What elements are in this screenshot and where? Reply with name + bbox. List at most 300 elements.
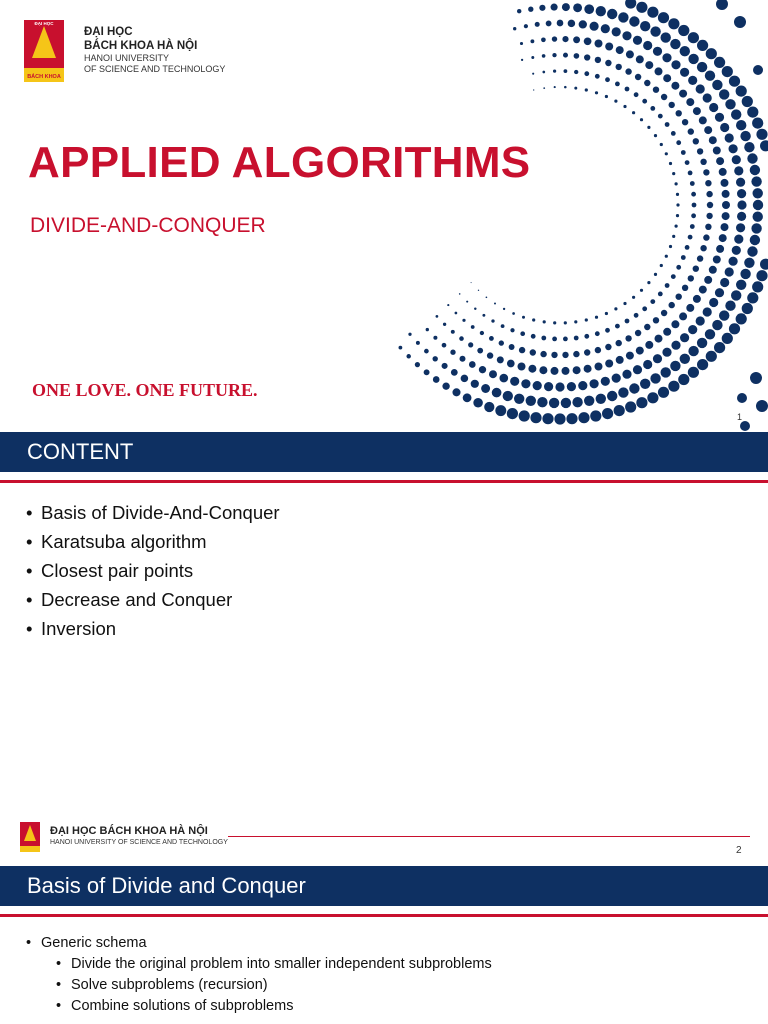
decorative-dot xyxy=(574,336,579,341)
decorative-dot xyxy=(549,398,559,408)
decorative-dot xyxy=(563,53,568,58)
decorative-dot xyxy=(487,352,493,358)
decorative-dot xyxy=(670,39,680,49)
decorative-dot xyxy=(740,269,750,279)
decorative-dot xyxy=(433,376,440,383)
decorative-dot xyxy=(521,379,530,388)
decorative-dot xyxy=(543,320,546,323)
decorative-dot xyxy=(747,153,757,163)
decorative-dot xyxy=(750,235,760,245)
decorative-dot xyxy=(616,46,624,54)
decorative-dot xyxy=(499,340,504,345)
decorative-dot xyxy=(729,323,740,334)
decorative-dot xyxy=(740,131,750,141)
logo-bottom-text: BÁCH KHOA xyxy=(27,74,61,80)
decorative-dot xyxy=(528,7,533,12)
decorative-dot xyxy=(753,200,763,210)
decorative-dot xyxy=(595,347,601,353)
decorative-dot xyxy=(462,319,465,322)
decorative-dot xyxy=(736,313,747,324)
decorative-dot xyxy=(503,391,513,401)
decorative-dot xyxy=(625,319,630,324)
decorative-dot xyxy=(537,397,547,407)
decorative-dot xyxy=(478,290,479,291)
decorative-dot xyxy=(535,22,540,27)
decorative-dot xyxy=(713,147,721,155)
decorative-dot xyxy=(554,86,556,88)
list-item: • Decrease and Conquer xyxy=(26,585,280,614)
decorative-dot xyxy=(700,159,706,165)
decorative-dot xyxy=(574,87,577,90)
decorative-dot xyxy=(553,70,556,73)
decorative-dot xyxy=(704,276,712,284)
decorative-dot xyxy=(693,107,701,115)
decorative-dot xyxy=(675,182,678,185)
decorative-dot xyxy=(700,245,706,251)
decorative-dot xyxy=(614,100,617,103)
decorative-dot xyxy=(709,103,718,112)
decorative-dot xyxy=(731,290,741,300)
decorative-dot xyxy=(691,213,696,218)
decorative-dot xyxy=(706,213,712,219)
decorative-dot xyxy=(585,318,588,321)
decorative-dot xyxy=(729,76,740,87)
decorative-dot xyxy=(736,280,746,290)
decorative-dot xyxy=(734,166,743,175)
decorative-dot xyxy=(653,47,662,56)
decorative-dot xyxy=(633,36,642,45)
decorative-dot xyxy=(503,308,505,310)
decorative-dot xyxy=(561,398,571,408)
decorative-dot xyxy=(542,54,546,58)
decorative-dot xyxy=(584,54,590,60)
decorative-dot xyxy=(595,331,600,336)
decorative-dot xyxy=(596,394,606,404)
basis-slide xyxy=(0,790,768,1024)
decorative-dot xyxy=(541,336,546,341)
decorative-dot xyxy=(693,266,699,272)
decorative-dot xyxy=(679,312,687,320)
decorative-dot xyxy=(519,410,530,421)
decorative-dot xyxy=(607,9,617,19)
decorative-dot xyxy=(685,245,690,250)
decorative-dot xyxy=(682,285,688,291)
decorative-dot xyxy=(693,138,699,144)
decorative-dot xyxy=(686,304,694,312)
decorative-dot xyxy=(539,5,545,11)
decorative-dot xyxy=(573,351,579,357)
decorative-dot xyxy=(605,360,613,368)
decorative-dot xyxy=(715,113,724,122)
decorative-dot xyxy=(719,310,729,320)
decorative-dot xyxy=(584,71,589,76)
decorative-dot xyxy=(469,361,476,368)
decorative-dot xyxy=(655,335,663,343)
decorative-dot xyxy=(676,294,682,300)
decorative-dot xyxy=(501,324,505,328)
decorative-dot xyxy=(663,328,671,336)
decorative-dot xyxy=(640,21,650,31)
decorative-dot xyxy=(665,152,668,155)
decorative-dot xyxy=(669,102,675,108)
decorative-dot xyxy=(481,384,490,393)
decorative-dot xyxy=(489,370,497,378)
decorative-dot xyxy=(595,40,603,48)
decorative-dot xyxy=(644,80,650,86)
decorative-dot xyxy=(671,60,680,69)
decorative-dot xyxy=(672,235,675,238)
university-en-line2: OF SCIENCE AND TECHNOLOGY xyxy=(84,64,226,74)
university-vn-line2: BÁCH KHOA HÀ NỘI xyxy=(84,40,198,52)
decorative-dot xyxy=(721,179,729,187)
decorative-dot xyxy=(578,381,587,390)
decorative-dot xyxy=(686,98,694,106)
decorative-dot xyxy=(551,4,558,11)
decorative-dot xyxy=(672,172,675,175)
decorative-dot xyxy=(645,61,653,69)
decorative-dot xyxy=(737,200,746,209)
decorative-dot xyxy=(633,365,642,374)
decorative-dot xyxy=(676,110,682,116)
decorative-dot xyxy=(750,372,762,384)
decorative-dot xyxy=(693,295,701,303)
decorative-dot xyxy=(752,281,763,292)
decorative-dot xyxy=(676,265,681,270)
decorative-dot xyxy=(704,126,712,134)
decorative-dot xyxy=(642,306,647,311)
decorative-dot xyxy=(532,73,534,75)
decorative-dot xyxy=(751,223,761,233)
decorative-dot xyxy=(484,402,494,412)
decorative-dot xyxy=(605,60,611,66)
decorative-dot xyxy=(635,330,641,336)
decorative-dot xyxy=(636,2,647,13)
decorative-dot xyxy=(647,281,650,284)
decorative-dot xyxy=(426,328,429,331)
decorative-dot xyxy=(451,330,455,334)
decorative-dot xyxy=(408,333,411,336)
decorative-dot xyxy=(714,342,725,353)
decorative-dot xyxy=(540,351,546,357)
decorative-dot xyxy=(552,53,556,57)
decorative-dot xyxy=(530,412,541,423)
decorative-dot xyxy=(552,337,557,342)
decorative-dot xyxy=(406,354,410,358)
decorative-dot xyxy=(681,255,686,260)
header-underline xyxy=(0,480,768,483)
decorative-dot xyxy=(709,136,717,144)
decorative-dot xyxy=(736,86,747,97)
decorative-dot xyxy=(574,70,578,74)
footer-university-vn: ĐẠI HỌC BÁCH KHOA HÀ NỘI xyxy=(50,825,208,837)
decorative-dot xyxy=(709,298,718,307)
decorative-dot xyxy=(665,122,670,127)
slide-subtitle: DIVIDE-AND-CONQUER xyxy=(30,214,266,237)
header-underline xyxy=(0,914,768,917)
decorative-dot xyxy=(643,360,652,369)
decorative-dot xyxy=(680,333,689,342)
decorative-dot xyxy=(625,87,630,92)
decorative-dot xyxy=(643,41,652,50)
decorative-dot xyxy=(590,379,599,388)
decorative-dot xyxy=(542,71,545,74)
decorative-dot xyxy=(662,348,671,357)
decorative-dot xyxy=(740,421,750,431)
decorative-dot xyxy=(480,331,484,335)
decorative-dot xyxy=(658,292,663,297)
decorative-dot xyxy=(725,99,735,109)
decorative-dot xyxy=(682,119,688,125)
decorative-dot xyxy=(715,288,724,297)
decorative-dot xyxy=(654,273,657,276)
decorative-dot xyxy=(614,405,625,416)
decorative-dot xyxy=(650,299,655,304)
decorative-dot xyxy=(564,86,567,89)
decorative-dot xyxy=(507,360,515,368)
decorative-dot xyxy=(562,36,568,42)
decorative-dot xyxy=(601,377,610,386)
decorative-dot xyxy=(605,312,608,315)
decorative-dot xyxy=(712,80,722,90)
list-item: • Generic schema xyxy=(26,933,147,954)
decorative-dot xyxy=(661,310,667,316)
decorative-dot xyxy=(658,12,669,23)
decorative-dot xyxy=(688,128,694,134)
decorative-dot xyxy=(590,22,599,31)
decorative-dot xyxy=(564,321,567,324)
decorative-dot xyxy=(562,3,570,11)
decorative-dot xyxy=(459,336,464,341)
decorative-dot xyxy=(654,134,657,137)
decorative-dot xyxy=(719,168,727,176)
decorative-dot xyxy=(690,181,695,186)
decorative-dot xyxy=(662,53,671,62)
decorative-dot xyxy=(665,255,668,258)
decorative-dot xyxy=(679,90,687,98)
decorative-dot xyxy=(681,150,686,155)
decorative-dot xyxy=(433,356,438,361)
decorative-dot xyxy=(519,347,525,353)
decorative-dot xyxy=(688,275,694,281)
decorative-dot xyxy=(760,259,768,270)
decorative-dot xyxy=(722,66,733,77)
decorative-dot xyxy=(671,131,676,136)
decorative-dot xyxy=(661,94,667,100)
decorative-dot xyxy=(479,366,486,373)
decorative-dot xyxy=(736,178,745,187)
content-list xyxy=(26,498,280,643)
decorative-dot xyxy=(520,331,525,336)
university-vn-line1: ĐẠI HỌC xyxy=(84,26,133,38)
decorative-dot xyxy=(615,324,620,329)
decorative-dot xyxy=(466,301,468,303)
decorative-dot xyxy=(699,116,707,124)
decorative-dot xyxy=(669,245,672,248)
decorative-dot xyxy=(507,408,518,419)
decorative-dot xyxy=(573,366,581,374)
decorative-dot xyxy=(442,343,447,348)
decorative-dot xyxy=(436,315,439,318)
decorative-dot xyxy=(736,120,746,130)
decorative-dot xyxy=(459,293,461,295)
decorative-dot xyxy=(719,89,729,99)
decorative-dot xyxy=(734,235,743,244)
decorative-dot xyxy=(742,96,753,107)
decorative-dot xyxy=(725,301,735,311)
decorative-dot xyxy=(716,0,728,10)
decorative-dot xyxy=(605,344,611,350)
decorative-dot xyxy=(518,363,526,371)
slide-header-title: Basis of Divide and Conquer xyxy=(27,873,306,898)
slide-header-title: CONTENT xyxy=(27,439,134,464)
decorative-dot xyxy=(640,379,650,389)
decorative-dot xyxy=(574,320,577,323)
decorative-dot xyxy=(676,193,679,196)
decorative-dot xyxy=(416,341,420,345)
decorative-dot xyxy=(443,323,446,326)
decorative-dot xyxy=(616,340,622,346)
decorative-dot xyxy=(596,6,606,16)
decorative-dot xyxy=(714,57,725,68)
decorative-dot xyxy=(725,133,734,142)
decorative-dot xyxy=(477,348,483,354)
decorative-dot xyxy=(492,388,502,398)
decorative-dot xyxy=(706,351,717,362)
decorative-dot xyxy=(551,367,559,375)
decorative-dot xyxy=(747,292,758,303)
decorative-dot xyxy=(680,46,690,56)
decorative-dot xyxy=(665,283,670,288)
decorative-dot xyxy=(706,48,717,59)
decorative-dot xyxy=(697,338,707,348)
decorative-dot xyxy=(563,337,568,342)
decorative-dot xyxy=(644,324,650,330)
decorative-dot xyxy=(636,55,644,63)
decorative-dot xyxy=(625,401,636,412)
university-name xyxy=(84,25,225,75)
decorative-dot xyxy=(647,7,658,18)
decorative-dot xyxy=(709,266,717,274)
decorative-dot xyxy=(669,162,672,165)
decorative-dot xyxy=(623,105,626,108)
decorative-dot xyxy=(661,367,671,377)
decorative-dot xyxy=(497,356,504,363)
decorative-dot xyxy=(562,367,570,375)
decorative-dot xyxy=(510,328,514,332)
decorative-dot xyxy=(482,314,485,317)
decorative-dot xyxy=(530,39,534,43)
page-number: 2 xyxy=(736,845,742,856)
decorative-dot xyxy=(578,412,589,423)
decorative-dot xyxy=(612,374,621,383)
page-number: 1 xyxy=(737,412,743,422)
decorative-dot xyxy=(623,302,626,305)
decorative-dot xyxy=(618,387,628,397)
decorative-dot xyxy=(671,341,680,350)
decorative-dot xyxy=(734,16,746,28)
decorative-dot xyxy=(658,114,663,119)
decorative-dot xyxy=(551,352,557,358)
decorative-dot xyxy=(442,363,448,369)
decorative-dot xyxy=(725,267,734,276)
decorative-dot xyxy=(653,354,662,363)
decorative-dot xyxy=(544,382,553,391)
decorative-dot xyxy=(697,148,703,154)
decorative-dot xyxy=(707,202,713,208)
decorative-dot xyxy=(655,67,663,75)
decorative-dot xyxy=(626,50,634,58)
decorative-dot xyxy=(658,387,669,398)
decorative-dot xyxy=(645,341,653,349)
decorative-dot xyxy=(653,87,659,93)
decorative-dot xyxy=(640,118,643,121)
decorative-dot xyxy=(520,42,523,45)
decorative-dot xyxy=(696,316,705,325)
decorative-dot xyxy=(650,106,655,111)
decorative-dot xyxy=(703,93,712,102)
decorative-dot xyxy=(647,392,658,403)
decorative-dot xyxy=(499,374,508,383)
decorative-dot xyxy=(676,214,679,217)
decorative-dot xyxy=(524,24,528,28)
decorative-dot xyxy=(680,68,689,77)
decorative-dot xyxy=(697,40,708,51)
decorative-dot xyxy=(546,20,552,26)
decorative-dot xyxy=(522,316,525,319)
decorative-dot xyxy=(731,109,741,119)
decorative-dot xyxy=(678,25,689,36)
decorative-dot xyxy=(584,365,592,373)
decorative-dot xyxy=(703,307,712,316)
decorative-dot xyxy=(590,410,601,421)
decorative-dot xyxy=(697,255,703,261)
decorative-dot xyxy=(607,391,617,401)
decorative-dot xyxy=(474,308,476,310)
decorative-dot xyxy=(564,69,568,73)
list-item: • Basis of Divide-And-Conquer xyxy=(26,498,280,527)
decorative-dot xyxy=(584,349,590,355)
decorative-dot xyxy=(573,3,582,12)
decorative-dot xyxy=(486,296,488,298)
decorative-dot xyxy=(616,64,622,70)
decorative-dot xyxy=(584,4,594,14)
decorative-dot xyxy=(566,413,577,424)
decorative-dot xyxy=(601,24,610,33)
decorative-dot xyxy=(747,107,758,118)
decorative-dot xyxy=(521,59,523,61)
decorative-dot xyxy=(712,320,722,330)
decorative-dot xyxy=(716,157,724,165)
decorative-dot xyxy=(509,344,515,350)
decorative-dot xyxy=(415,362,420,367)
decorative-dot xyxy=(737,393,747,403)
decorative-dot xyxy=(671,82,679,90)
decorative-dot xyxy=(533,89,534,90)
decorative-dot xyxy=(722,201,730,209)
decorative-dot xyxy=(541,37,546,42)
decorative-dot xyxy=(705,329,715,339)
decorative-dot xyxy=(491,319,494,322)
decorative-dot xyxy=(690,224,695,229)
list-item: • Divide the original problem into smaller independent subproblems xyxy=(56,954,492,975)
decorative-dot xyxy=(584,334,589,339)
list-item: • Combine solutions of subproblems xyxy=(56,996,492,1017)
decorative-dot xyxy=(688,346,698,356)
decorative-dot xyxy=(447,304,449,306)
decorative-dot xyxy=(660,264,663,267)
decorative-dot xyxy=(452,388,460,396)
decorative-dot xyxy=(625,335,631,341)
